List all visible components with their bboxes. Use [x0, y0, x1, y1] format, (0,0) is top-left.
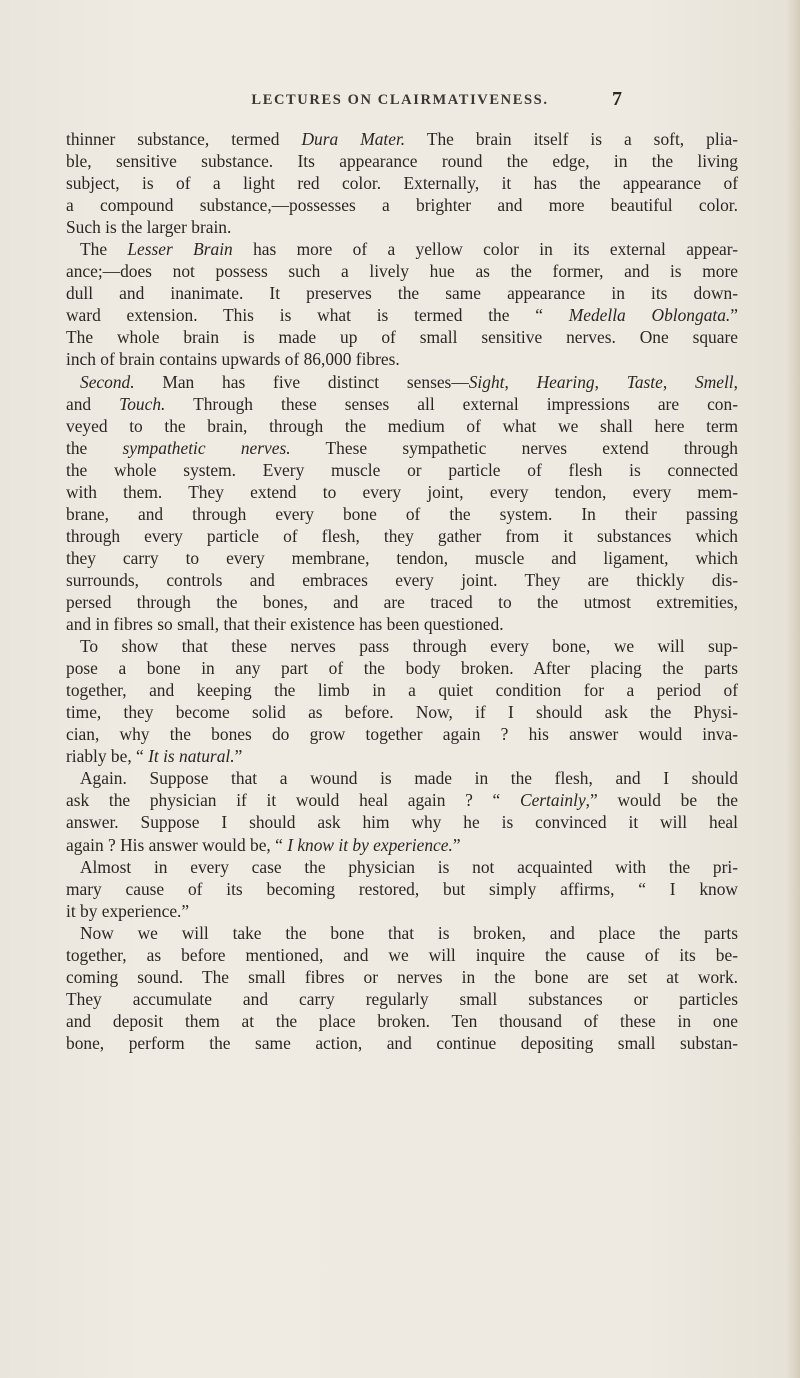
text-line: and deposit them at the place broken. Ten thousand of these in one: [66, 1010, 738, 1031]
text-line: time, they become solid as before. Now, if I should ask the Physi-: [66, 702, 738, 723]
text-line: coming sound. The small fibres or nerves in the bone are set at work.: [66, 966, 738, 987]
text-line: Almost in every case the physician is not acquainted with the pri-: [80, 856, 738, 877]
text-line: veyed to the brain, through the medium of what we shall here term: [66, 415, 738, 436]
text-line: persed through the bones, and are traced to the utmost extremities,: [66, 591, 738, 612]
text-line: Again. Suppose that a wound is made in the flesh, and I should: [80, 768, 738, 789]
text-line: ward extension. This is what is termed the “ Medella Oblongata.”: [66, 305, 738, 326]
text-line: bone, perform the same action, and continue depositing small substan-: [66, 1032, 738, 1053]
text-line: and Touch. Through these senses all external impressions are con-: [66, 393, 738, 414]
text-line: ance;—does not possess such a lively hue as the former, and is more: [66, 261, 738, 282]
text-line: the whole system. Every muscle or particle of flesh is connected: [66, 459, 738, 480]
text-line: brane, and through every bone of the system. In their passing: [66, 503, 738, 524]
text-line: a compound substance,—possesses a brighter and more beautiful color.: [66, 195, 738, 216]
running-head: LECTURES ON CLAIRMATIVENESS.: [251, 92, 549, 108]
text-line: with them. They extend to every joint, every tendon, every mem-: [66, 481, 738, 502]
text-line: Second. Man has five distinct senses—Sight, Hearing, Taste, Smell,: [80, 371, 738, 392]
text-line: The whole brain is made up of small sensitive nerves. One square: [66, 327, 738, 348]
text-line: riably be, “ It is natural.”: [66, 746, 243, 767]
text-line: ask the physician if it would heal again ? “ Certainly,” would be the: [66, 790, 738, 811]
text-line: pose a bone in any part of the body broken. After placing the parts: [66, 658, 738, 679]
text-line: again ? His answer would be, “ I know it by experience.”: [66, 834, 461, 855]
text-line: and in fibres so small, that their existence has been questioned.: [66, 614, 504, 635]
text-line: cian, why the bones do grow together again ? his answer would inva-: [66, 724, 738, 745]
text-line: inch of brain contains upwards of 86,000 fibres.: [66, 349, 400, 370]
text-line: together, and keeping the limb in a quiet condition for a period of: [66, 680, 738, 701]
text-line: through every particle of flesh, they gather from it substances which: [66, 525, 738, 546]
text-line: thinner substance, termed Dura Mater. The brain itself is a soft, plia-: [66, 129, 738, 149]
text-line: the sympathetic nerves. These sympathetic nerves extend through: [66, 437, 739, 458]
page-header: [0, 88, 800, 116]
text-line: they carry to every membrane, tendon, muscle and ligament, which: [66, 547, 738, 568]
text-line: They accumulate and carry regularly small substances or particles: [66, 988, 738, 1009]
text-line: answer. Suppose I should ask him why he is convinced it will heal: [66, 812, 738, 833]
text-line: subject, is of a light red color. Externally, it has the appearance of: [66, 173, 738, 194]
body-text: [66, 128, 738, 1054]
text-line: mary cause of its becoming restored, but simply affirms, “ I know: [66, 878, 738, 899]
text-line: together, as before mentioned, and we will inquire the cause of its be-: [66, 944, 738, 965]
text-line: Now we will take the bone that is broken, and place the parts: [80, 922, 738, 943]
text-line: ble, sensitive substance. Its appearance round the edge, in the living: [66, 151, 738, 172]
text-line: it by experience.”: [66, 900, 190, 921]
text-line: The Lesser Brain has more of a yellow color in its external appear-: [80, 239, 738, 260]
text-line: surrounds, controls and embraces every joint. They are thickly dis-: [66, 569, 738, 590]
text-line: Such is the larger brain.: [66, 217, 232, 238]
page-number: 7: [612, 88, 622, 110]
text-line: To show that these nerves pass through every bone, we will sup-: [80, 636, 738, 657]
text-line: dull and inanimate. It preserves the same appearance in its down-: [66, 283, 738, 304]
page-edge-shadow: [786, 0, 800, 1378]
